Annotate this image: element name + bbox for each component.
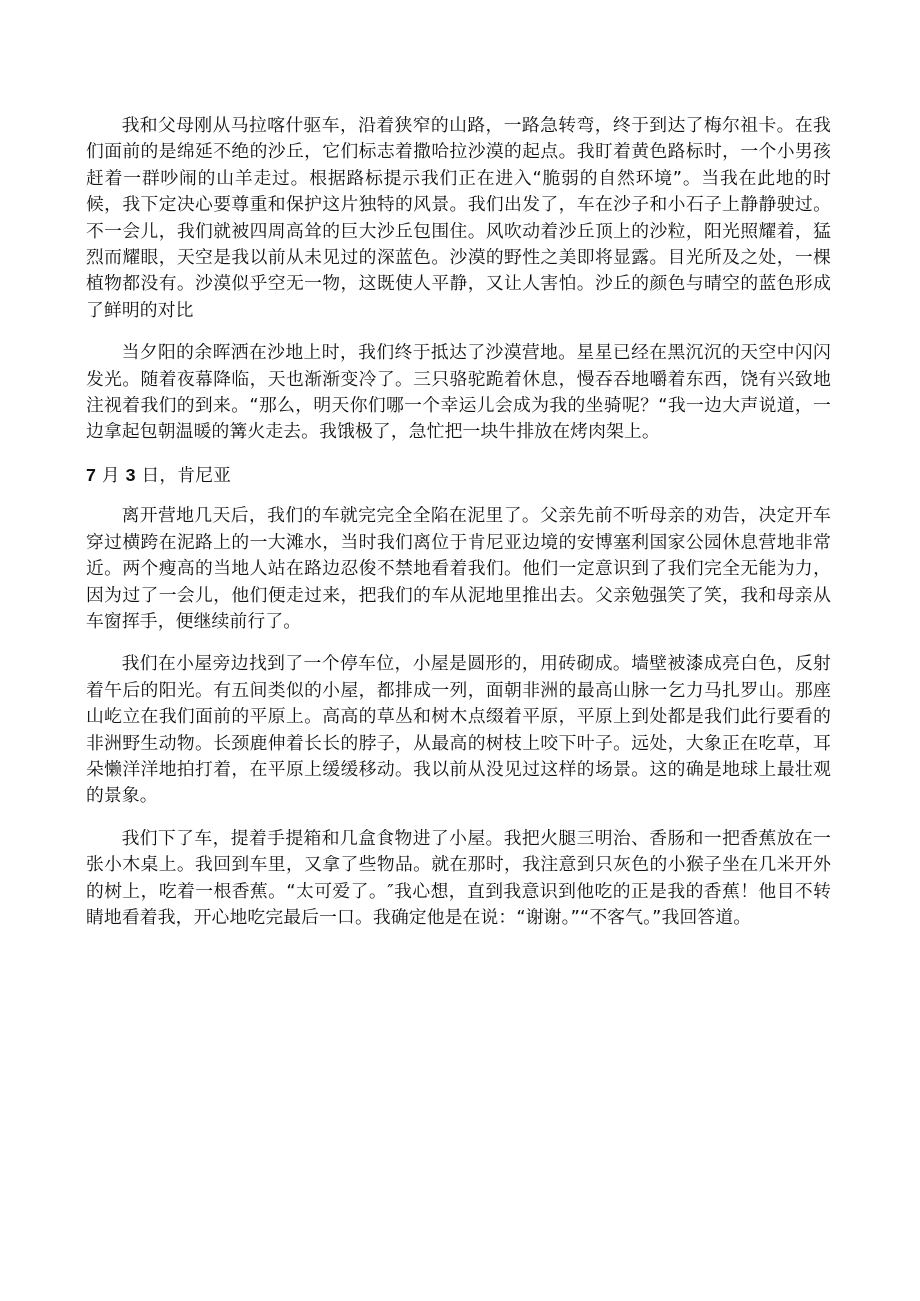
date-month-char: 月 [96,464,126,486]
date-month-number: 7 [86,464,97,485]
paragraph-stuck-in-mud: 离开营地几天后，我们的车就完完全全陷在泥里了。父亲先前不听母亲的劝告，决定开车穿过横跨在泥路上的一大滩水，当时我们离位于肯尼亚边境的安博塞利国家公园休息营地非常近。两个瘦高的当地人站在路边忍俊不禁地看着我们。他们一定意识到了我们完全无能为力，因为过了一会儿，他们便走过来，把我们的车从泥地里推出去。父亲勉强笑了笑，我和母亲从车窗挥手，便继续前行了。 [86,505,831,632]
document-body [86,113,831,947]
paragraph-huts-and-wildlife: 我们在小屋旁边找到了一个停车位，小屋是圆形的，用砖砌成。墙壁被漆成亮白色，反射着午后的阳光。有五间类似的小屋，都排成一列，面朝非洲的最高山脉一乞力马扎罗山。那座山屹立在我们面前的平原上。高高的草丛和树木点缀着平原，平原上到处都是我们此行要看的非洲野生动物。长颈鹿伸着长长的脖子，从最高的树枝上咬下叶子。远处，大象正在吃草，耳朵懒洋洋地拍打着，在平原上缓缓移动。我以前从没见过这样的场景。这的确是地球上最壮观的景象。 [86,653,831,807]
date-location: 日，肯尼亚 [135,464,232,486]
paragraph-desert-drive: 我和父母刚从马拉喀什驱车，沿着狭窄的山路，一路急转弯，终于到达了梅尔祖卡。在我们面前的是绵延不绝的沙丘，它们标志着撒哈拉沙漠的起点。我盯着黄色路标时，一个小男孩赶着一群吵闹的山羊走过。根据路标提示我们正在进入“脆弱的自然环境”。当我在此地的时候，我下定决心要尊重和保护这片独特的风景。我们出发了，车在沙子和小石子上静静驶过。不一会儿，我们就被四周高耸的巨大沙丘包围住。风吹动着沙丘顶上的沙粒，阳光照耀着，猛烈而耀眼，天空是我以前从未见过的深蓝色。沙漠的野性之美即将显露。目光所及之处，一棵植物都没有。沙漠似乎空无一物，这既使人平静，又让人害怕。沙丘的颜色与晴空的蓝色形成了鲜明的对比 [86,115,831,321]
date-day-number: 3 [125,464,136,485]
paragraph-monkey-banana: 我们下了车，提着手提箱和几盒食物进了小屋。我把火腿三明治、香肠和一把香蕉放在一张小木桌上。我回到车里，又拿了些物品。就在那时，我注意到只灰色的小猴子坐在几米开外的树上，吃着一根香蕉。“太可爱了。″我心想，直到我意识到他吃的正是我的香蕉！他目不转睛地看着我，开心地吃完最后一口。我确定他是在说：“谢谢。”“不客气。”我回答道。 [86,827,831,928]
date-heading [86,462,831,489]
paragraph-desert-camp: 当夕阳的余晖洒在沙地上时，我们终于抵达了沙漠营地。星星已经在黑沉沉的天空中闪闪发光。随着夜幕降临，天也渐渐变冷了。三只骆驼跪着休息，慢吞吞地嚼着东西，饶有兴致地注视着我们的到来。“那么，明天你们哪一个幸运儿会成为我的坐骑呢？“我一边大声说道，一边拿起包朝温暖的篝火走去。我饿极了，急忙把一块牛排放在烤肉架上。 [86,342,831,443]
